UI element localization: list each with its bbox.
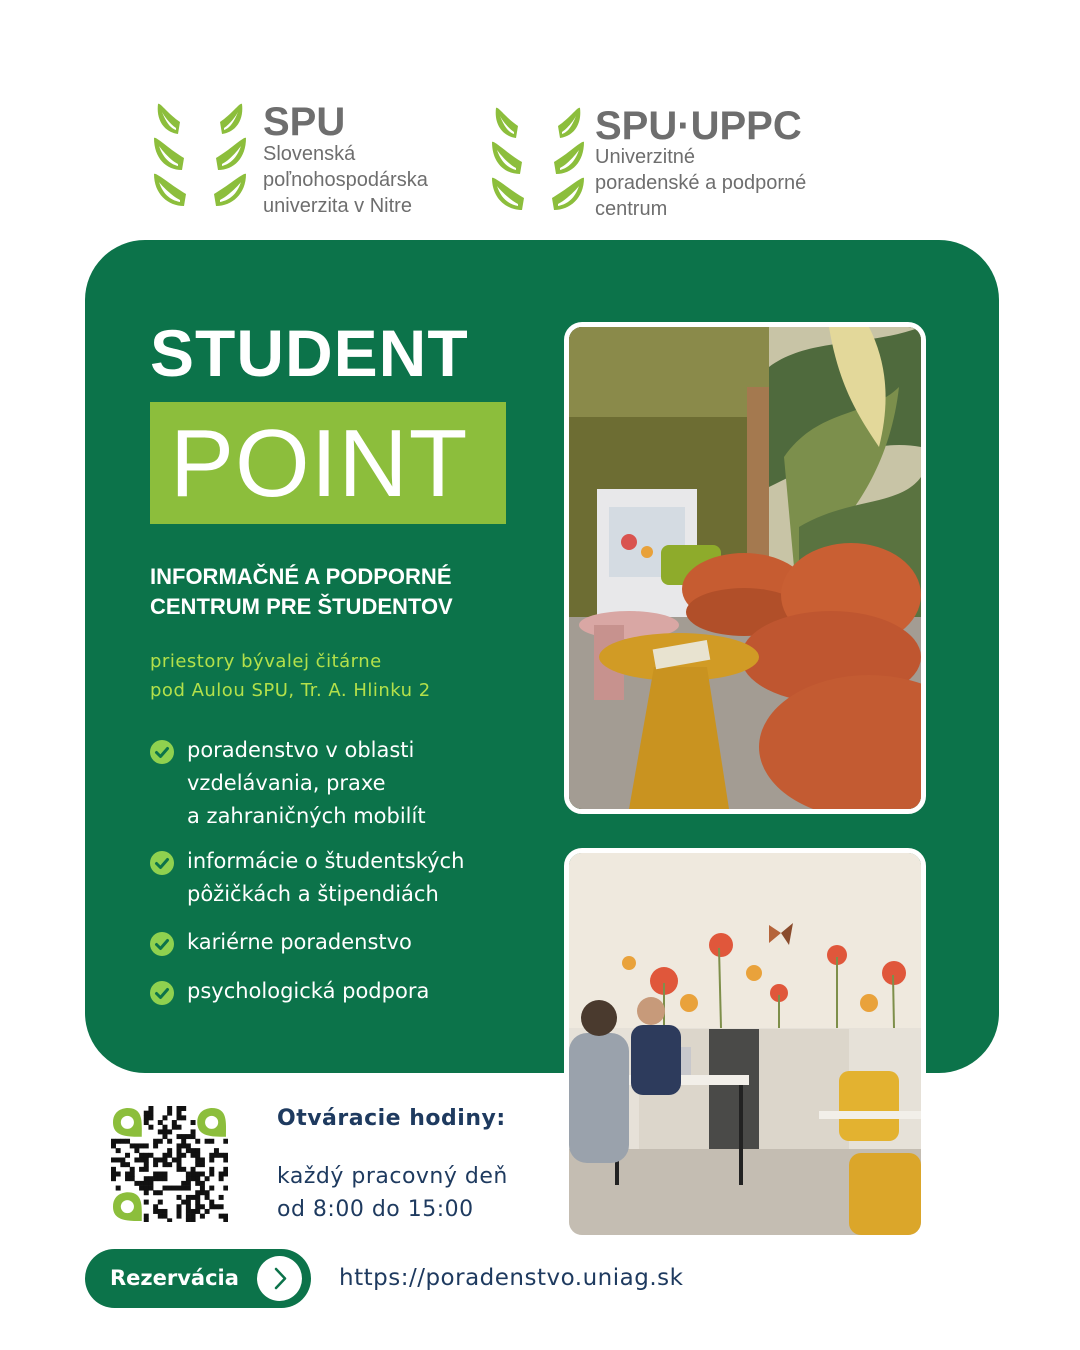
check-icon (150, 932, 174, 956)
uppc-logo-line1: Univerzitné (595, 146, 696, 168)
location-line2: pod Aulou SPU, Tr. A. Hlinku 2 (150, 680, 431, 701)
opening-hours-line1: každý pracovný deň (277, 1164, 508, 1189)
website-link[interactable]: https://poradenstvo.uniag.sk (339, 1265, 684, 1291)
feature-item (150, 845, 530, 911)
opening-hours (277, 1160, 508, 1226)
uppc-logo-title: SPU·UPPC (595, 104, 802, 148)
reservation-button[interactable] (85, 1249, 311, 1308)
location-line1: priestory bývalej čitárne (150, 651, 382, 672)
opening-hours-line2: od 8:00 do 15:00 (277, 1197, 474, 1222)
opening-hours-title: Otváracie hodiny: (277, 1106, 506, 1131)
feature-item (150, 975, 530, 1008)
title-student: STUDENT (150, 316, 469, 390)
wheat-leaves-icon (488, 104, 588, 222)
spu-logo-title: SPU (263, 100, 346, 144)
office-photo (564, 848, 926, 1240)
feature-line: vzdelávania, praxe (187, 771, 386, 795)
spu-logo-line1: Slovenská (263, 143, 356, 165)
subtitle-line2: CENTRUM PRE ŠTUDENTOV (150, 594, 453, 619)
features-list (150, 734, 530, 1008)
uppc-logo (488, 104, 828, 224)
uppc-logo-line3: centrum (595, 198, 668, 220)
uppc-logo-line2: poradenské a podporné (595, 172, 807, 194)
spu-logo-line3: univerzita v Nitre (263, 195, 412, 217)
feature-line: kariérne poradenstvo (187, 930, 412, 954)
spu-logo-line2: poľnohospodárska (263, 169, 428, 191)
feature-item (150, 926, 530, 959)
reservation-button-label: Rezervácia (110, 1266, 239, 1290)
check-icon (150, 851, 174, 875)
subtitle (150, 562, 510, 622)
spu-logo (150, 100, 450, 220)
subtitle-line1: INFORMAČNÉ A PODPORNÉ (150, 564, 452, 589)
feature-line: a zahraničných mobilít (187, 804, 426, 828)
feature-item (150, 734, 530, 833)
feature-line: pôžičkách a štipendiách (187, 882, 439, 906)
wheat-leaves-icon (150, 100, 250, 218)
qr-code[interactable] (111, 1106, 228, 1222)
title-point: POINT (170, 410, 469, 517)
location (150, 647, 510, 705)
feature-line: psychologická podpora (187, 979, 430, 1003)
check-icon (150, 981, 174, 1005)
check-icon (150, 740, 174, 764)
feature-line: informácie o študentských (187, 849, 465, 873)
chevron-right-icon (257, 1256, 302, 1301)
feature-line: poradenstvo v oblasti (187, 738, 415, 762)
lounge-photo (564, 322, 926, 814)
